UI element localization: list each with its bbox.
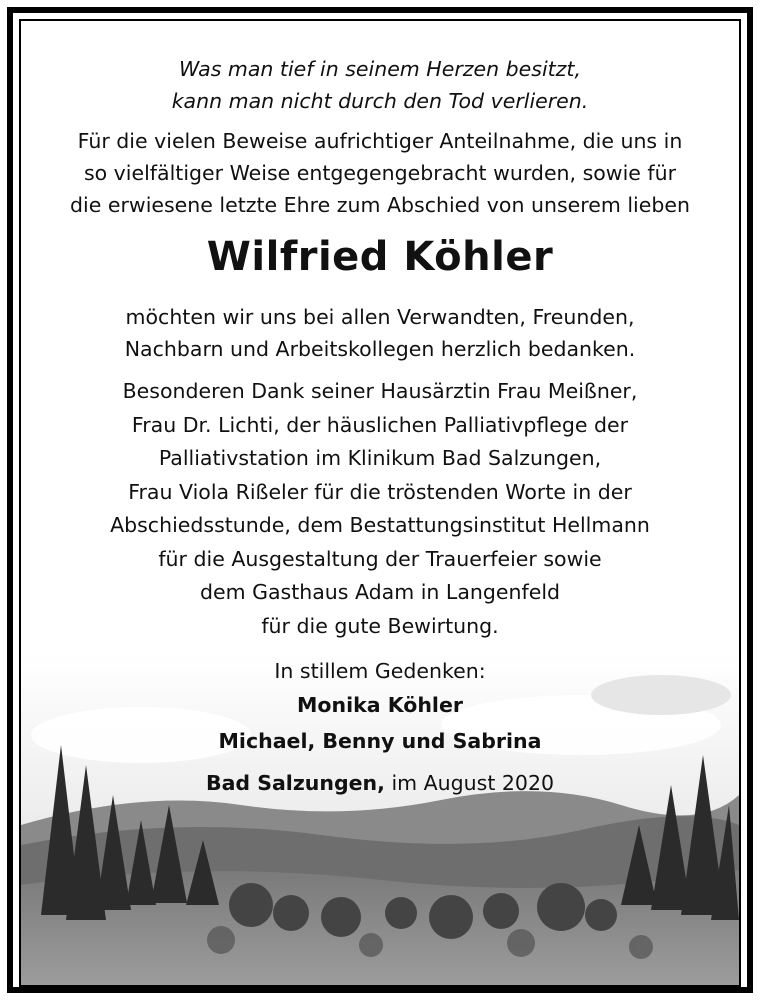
obituary-text — [21, 21, 739, 799]
thanks-line: Nachbarn und Arbeitskollegen herzlich bedanken. — [124, 337, 636, 361]
special-thanks-paragraph — [21, 375, 739, 643]
obituary-inner-frame — [19, 19, 741, 987]
place-date-line — [21, 767, 739, 799]
intro-line: die erwiesene letzte Ehre zum Abschied von unserem lieben — [70, 193, 690, 217]
thanks-paragraph — [21, 301, 739, 365]
motto-line: Was man tief in seinem Herzen besitzt, — [178, 57, 581, 81]
motto-quote — [21, 53, 739, 117]
deceased-name: Wilfried Köhler — [206, 234, 554, 280]
place-name: Bad Salzungen, — [205, 771, 385, 795]
signoff-label: In stillem Gedenken: — [274, 659, 486, 683]
signer-name: Michael, Benny und Sabrina — [218, 729, 542, 753]
obituary-frame — [7, 7, 753, 993]
signer-name: Monika Köhler — [297, 693, 463, 717]
special-thanks-line: für die gute Bewirtung. — [261, 613, 499, 638]
intro-line: Für die vielen Beweise aufrichtiger Anteilnahme, die uns in — [77, 129, 683, 153]
special-thanks-line: für die Ausgestaltung der Trauerfeier sowie — [158, 546, 602, 571]
motto-line: kann man nicht durch den Tod verlieren. — [171, 89, 589, 113]
special-thanks-line: Besonderen Dank seiner Hausärztin Frau Meißner, — [122, 379, 638, 403]
special-thanks-line: Palliativstation im Klinikum Bad Salzungen, — [158, 446, 602, 470]
intro-paragraph — [21, 125, 739, 221]
special-thanks-line: Abschiedsstunde, dem Bestattungsinstitut Hellmann — [110, 513, 650, 537]
date-text: im August 2020 — [384, 771, 555, 795]
thanks-line: möchten wir uns bei allen Verwandten, Freunden, — [125, 305, 635, 329]
intro-line: so vielfältiger Weise entgegengebracht wurden, sowie für — [83, 161, 677, 185]
special-thanks-line: dem Gasthaus Adam in Langenfeld — [199, 580, 561, 604]
special-thanks-line: Frau Dr. Lichti, der häuslichen Palliativpflege der — [131, 412, 629, 437]
special-thanks-line: Frau Viola Rißeler für die tröstenden Worte in der — [128, 479, 632, 504]
